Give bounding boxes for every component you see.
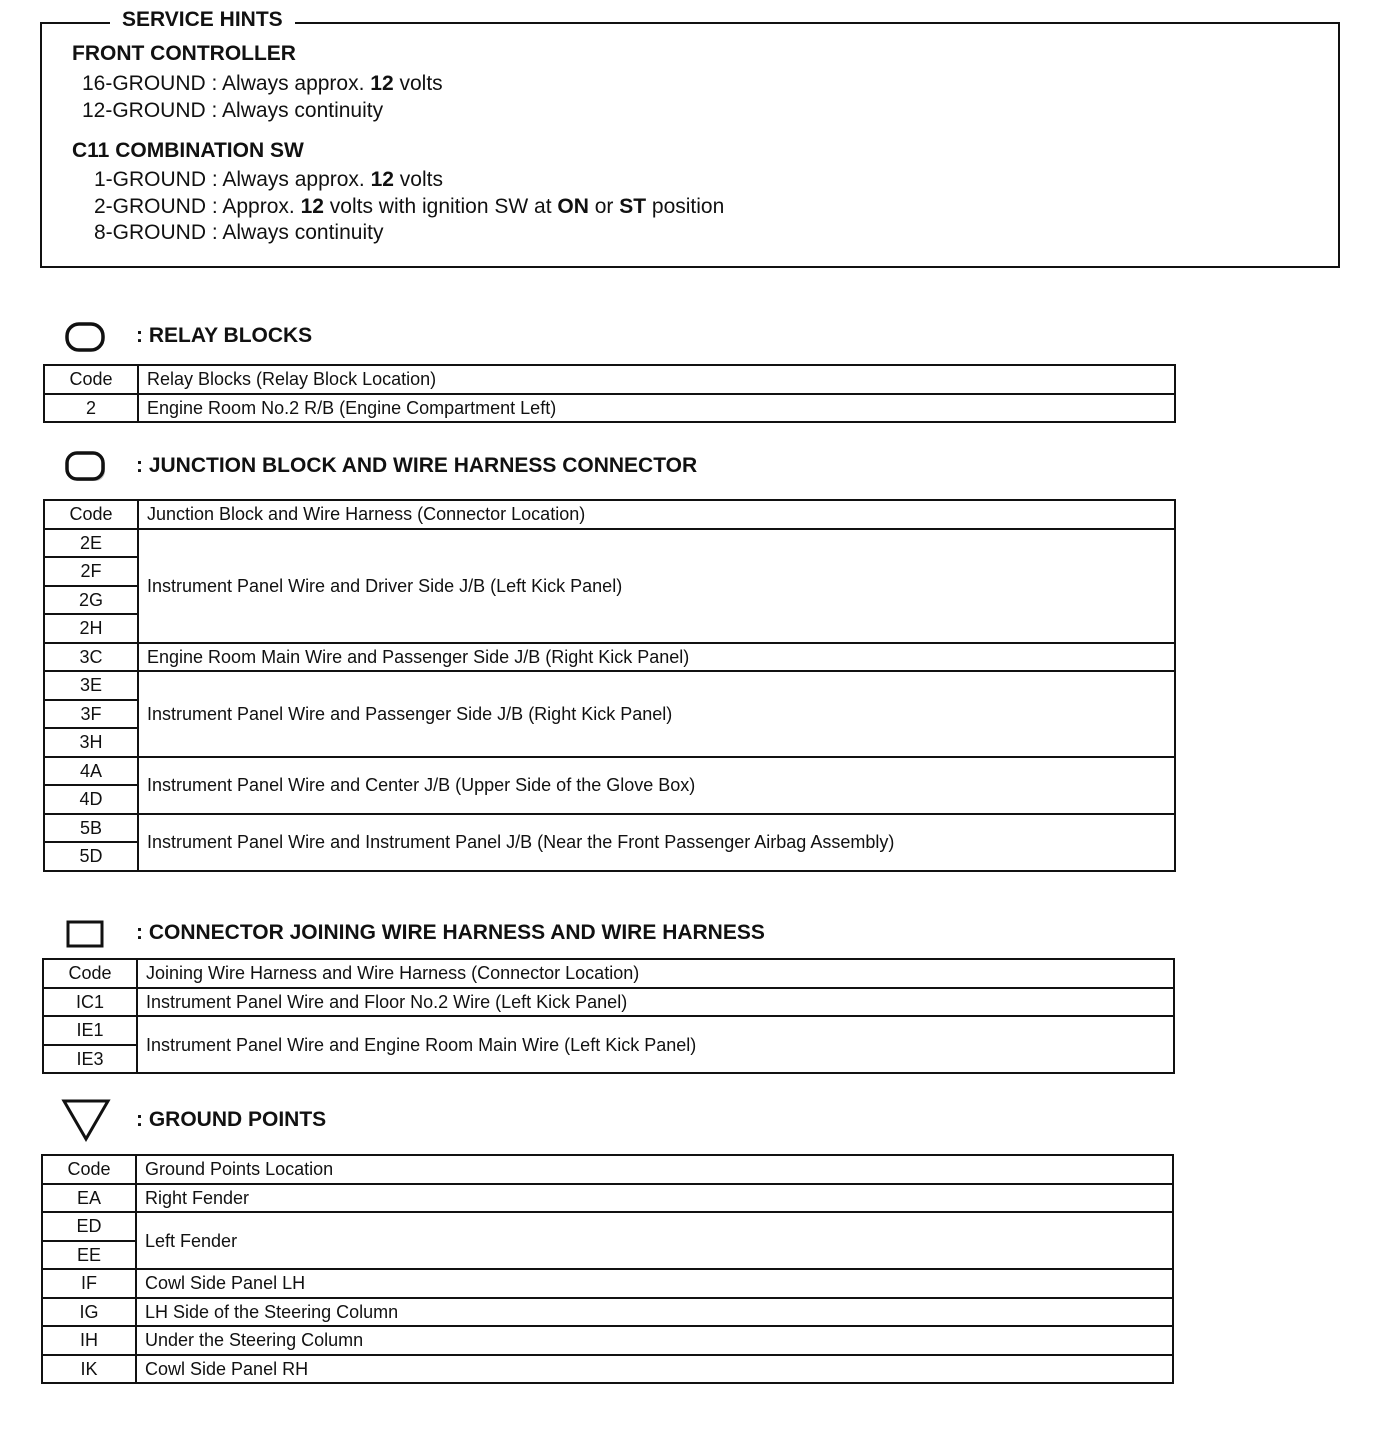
table-row: [44, 394, 1175, 423]
location-header: Junction Block and Wire Harness (Connector Location): [138, 500, 1175, 529]
code-cell: ED: [42, 1212, 136, 1241]
code-cell: EE: [42, 1241, 136, 1270]
junction-blocks-label: : JUNCTION BLOCK AND WIRE HARNESS CONNECTOR: [136, 454, 698, 477]
table-row: [42, 1298, 1173, 1327]
location-cell: Instrument Panel Wire and Center J/B (Upper Side of the Glove Box): [138, 757, 1175, 814]
code-cell: 3E: [44, 671, 138, 700]
code-cell: 2F: [44, 557, 138, 586]
table-row: [44, 757, 1175, 786]
code-cell: IK: [42, 1355, 136, 1384]
code-cell: IC1: [43, 988, 137, 1017]
hint-line: 1-GROUND : Always approx. 12 volts: [94, 168, 443, 191]
code-cell: EA: [42, 1184, 136, 1213]
code-cell: IF: [42, 1269, 136, 1298]
location-cell: Cowl Side Panel LH: [136, 1269, 1173, 1298]
connectors-table: [42, 958, 1175, 1074]
junction-blocks-table: [43, 499, 1176, 872]
code-cell: IE1: [43, 1016, 137, 1045]
table-header-row: [42, 1155, 1173, 1184]
code-cell: 5D: [44, 842, 138, 871]
table-row: [44, 643, 1175, 672]
combination-sw-heading: C11 COMBINATION SW: [72, 139, 304, 162]
ground-points-table: [41, 1154, 1174, 1384]
location-cell: Instrument Panel Wire and Floor No.2 Wire (Left Kick Panel): [137, 988, 1174, 1017]
location-cell: Left Fender: [136, 1212, 1173, 1269]
location-cell: Instrument Panel Wire and Instrument Panel J/B (Near the Front Passenger Airbag Assembly): [138, 814, 1175, 871]
ground-points-header: [60, 1100, 326, 1140]
connectors-label: : CONNECTOR JOINING WIRE HARNESS AND WIRE HARNESS: [136, 921, 765, 944]
code-cell: IE3: [43, 1045, 137, 1074]
table-row: [44, 529, 1175, 558]
code-cell: 2H: [44, 614, 138, 643]
location-cell: Engine Room No.2 R/B (Engine Compartment Left): [138, 394, 1175, 423]
location-cell: LH Side of the Steering Column: [136, 1298, 1173, 1327]
table-row: [42, 1269, 1173, 1298]
hint-line: 2-GROUND : Approx. 12 volts with ignition SW at ON or ST position: [94, 195, 725, 218]
location-header: Relay Blocks (Relay Block Location): [138, 365, 1175, 394]
code-cell: 2G: [44, 586, 138, 615]
code-cell: 3F: [44, 700, 138, 729]
code-cell: 3H: [44, 728, 138, 757]
code-header: Code: [42, 1155, 136, 1184]
table-row: [43, 988, 1174, 1017]
location-cell: Instrument Panel Wire and Engine Room Main Wire (Left Kick Panel): [137, 1016, 1174, 1073]
table-header-row: [44, 500, 1175, 529]
code-cell: 4A: [44, 757, 138, 786]
code-cell: IG: [42, 1298, 136, 1327]
code-cell: 3C: [44, 643, 138, 672]
service-hints-title: SERVICE HINTS: [110, 8, 295, 32]
code-header: Code: [44, 500, 138, 529]
location-header: Joining Wire Harness and Wire Harness (Connector Location): [137, 959, 1174, 988]
code-cell: 5B: [44, 814, 138, 843]
table-row: [42, 1184, 1173, 1213]
front-controller-heading: FRONT CONTROLLER: [72, 42, 296, 65]
triangle-down-icon: [60, 1100, 112, 1140]
location-header: Ground Points Location: [136, 1155, 1173, 1184]
rounded-rect-icon: [60, 316, 112, 356]
table-row: [44, 814, 1175, 843]
code-cell: 2E: [44, 529, 138, 558]
location-cell: Right Fender: [136, 1184, 1173, 1213]
location-cell: Instrument Panel Wire and Passenger Side J/B (Right Kick Panel): [138, 671, 1175, 757]
location-cell: Under the Steering Column: [136, 1326, 1173, 1355]
location-cell: Instrument Panel Wire and Driver Side J/B (Left Kick Panel): [138, 529, 1175, 643]
location-cell: Cowl Side Panel RH: [136, 1355, 1173, 1384]
ground-points-label: : GROUND POINTS: [136, 1108, 327, 1131]
hint-line: 8-GROUND : Always continuity: [94, 221, 384, 244]
connectors-header: [60, 913, 765, 953]
table-row: [43, 1016, 1174, 1045]
relay-blocks-header: [60, 316, 312, 356]
relay-blocks-label: : RELAY BLOCKS: [136, 324, 313, 347]
table-header-row: [44, 365, 1175, 394]
location-cell: Engine Room Main Wire and Passenger Side J/B (Right Kick Panel): [138, 643, 1175, 672]
table-row: [42, 1326, 1173, 1355]
rounded-rect-shaded-icon: [60, 446, 112, 486]
code-header: Code: [44, 365, 138, 394]
relay-blocks-table: [43, 364, 1176, 423]
table-row: [42, 1212, 1173, 1241]
table-row: [42, 1355, 1173, 1384]
hint-line: 16-GROUND : Always approx. 12 volts: [82, 72, 443, 95]
code-cell: 2: [44, 394, 138, 423]
table-row: [44, 671, 1175, 700]
table-header-row: [43, 959, 1174, 988]
rectangle-icon: [60, 913, 112, 953]
hint-line: 12-GROUND : Always continuity: [82, 99, 384, 122]
junction-blocks-header: [60, 446, 697, 486]
code-header: Code: [43, 959, 137, 988]
code-cell: 4D: [44, 785, 138, 814]
code-cell: IH: [42, 1326, 136, 1355]
